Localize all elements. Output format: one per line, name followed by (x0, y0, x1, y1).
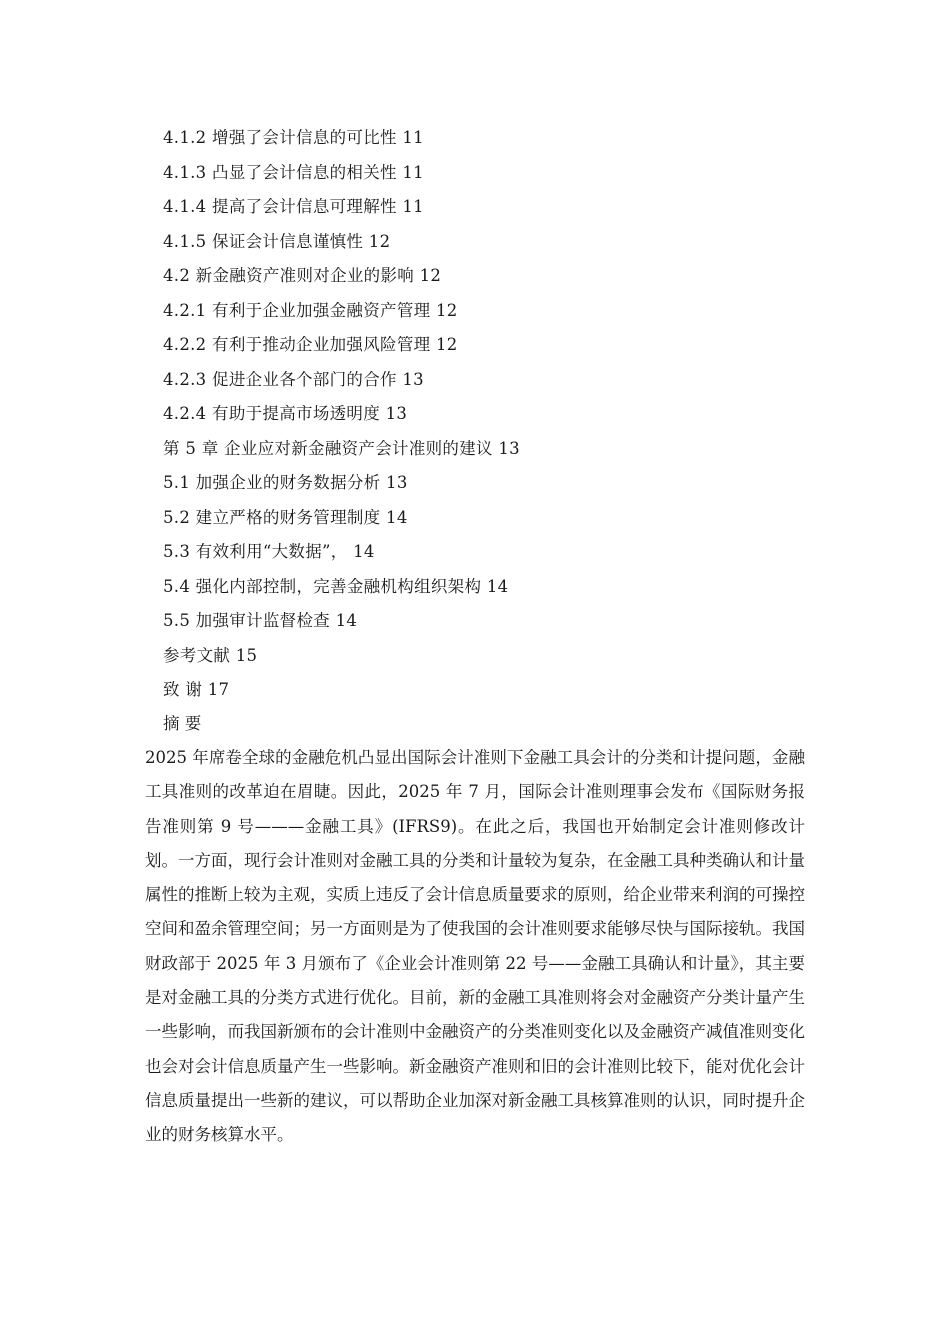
toc-entry: 4.1.5 保证会计信息谨慎性 12 (163, 231, 391, 251)
toc-entry: 4.1.4 提高了会计信息可理解性 11 (163, 197, 424, 216)
toc-entry: 4.2.4 有助于提高市场透明度 13 (163, 404, 408, 423)
toc-entry: 4.2.3 促进企业各个部门的合作 13 (163, 369, 424, 389)
toc-entry: 5.3 有效利用“大数据”， 14 (163, 542, 375, 561)
toc-entry: 4.2 新金融资产准则对企业的影响 12 (163, 266, 442, 285)
toc-chapter-entry: 第 5 章 企业应对新金融资产会计准则的建议 13 (163, 438, 520, 458)
abstract-body: 2025 年席卷全球的金融危机凸显出国际会计准则下金融工具会计的分类和计提问题，金融工具准则的改革迫在眉睫。因此，2025 年 7 月，国际会计准则理事会发布《国际财务报告准则第 9 号———金融工具》(IFRS9)。在此之后，我国也开始制定会计准则修改计划。一方面，现行会计准则对金融工具的分类和计量较为复杂，在金融工具种类确认和计量属性的推断上较为主观，实质上违反了会计信息质量要求的原则，给企业带来利润的可操控空间和盈余管理空间；另一方面则是为了使我国的会计准则要求能够尽快与国际接轨。我国财政部于 2025 年 3 月颁布了《企业会计准则第 22 号——金融工具确认和计量》，其主要是对金融工具的分类方式进行优化。目前，新的金融工具准则将会对金融资产分类计量产生一些影响，而我国新颁布的会计准则中金融资产的分类准则变化以及金融资产减值准则变化也会对会计信息质量产生一些影响。新金融资产准则和旧的会计准则比较下，能对优化会计信息质量提出一些新的建议，可以帮助企业加深对新金融工具核算准则的认识，同时提升企业的财务核算水平。 (145, 748, 805, 1145)
toc-entry: 5.2 建立严格的财务管理制度 14 (163, 507, 408, 527)
toc-entry: 5.5 加强审计监督检查 14 (163, 611, 358, 630)
toc-entry: 4.2.1 有利于企业加强金融资产管理 12 (163, 300, 458, 320)
table-of-contents (0, 121, 950, 708)
toc-entry: 4.1.3 凸显了会计信息的相关性 11 (163, 162, 424, 182)
toc-entry: 5.4 强化内部控制，完善金融机构组织架构 14 (163, 576, 509, 596)
toc-entry: 4.1.2 增强了会计信息的可比性 11 (163, 128, 424, 147)
abstract-heading: 摘 要 (163, 714, 202, 733)
toc-acknowledgement-entry: 致 谢 17 (163, 680, 230, 699)
toc-entry: 4.2.2 有利于推动企业加强风险管理 12 (163, 335, 458, 354)
toc-references-entry: 参考文献 15 (163, 645, 258, 665)
toc-entry: 5.1 加强企业的财务数据分析 13 (163, 473, 408, 492)
